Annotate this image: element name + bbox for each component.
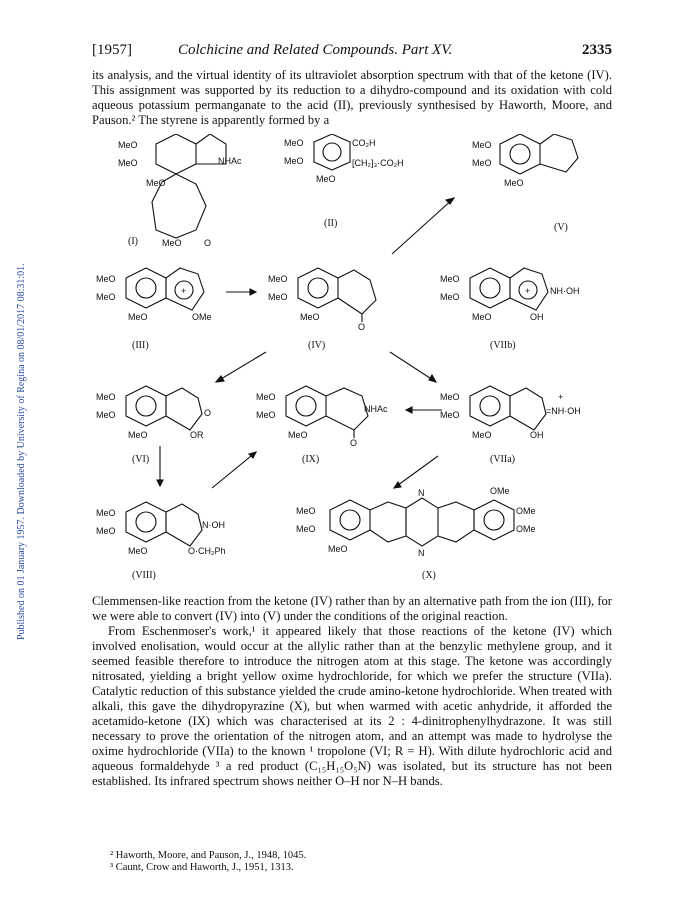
svg-text:(II): (II): [324, 218, 338, 229]
svg-text:MeO: MeO: [288, 430, 308, 440]
svg-text:MeO: MeO: [296, 506, 316, 516]
svg-text:MeO: MeO: [316, 174, 336, 184]
svg-text:+: +: [525, 286, 531, 296]
cycloheptene: [540, 134, 578, 172]
svg-text:(IV): (IV): [308, 340, 326, 351]
compound-IV: [268, 268, 376, 351]
svg-text:(VI): (VI): [132, 454, 150, 465]
svg-text:MeO: MeO: [256, 392, 276, 402]
svg-text:MeO: MeO: [128, 546, 148, 556]
seven-ring-right: [438, 502, 474, 542]
svg-text:CO₂H: CO₂H: [352, 138, 376, 148]
compound-V: [472, 134, 578, 233]
svg-text:MeO: MeO: [472, 158, 492, 168]
svg-text:(IX): (IX): [302, 454, 320, 465]
svg-text:OR: OR: [190, 430, 204, 440]
paragraphs-2-3: Clemmensen-like reaction from the ketone (IV) rather than by an alternative path from the ion (III), for we were able to convert (IV) into (V) under the conditions of the original reaction. From Eschenmoser's work,¹ it appeared likely that those reactions of the ketone (IV) which involved enolisation, would occur at the allylic rather than at the benzylic methylene group, and it seemed feasible therefore to introduce the nitrogen atom at this stage. The ketone was accordingly nitrosated, yielding a bright yellow oxime hydrochloride, for which we prefer the structure (VIIa). Catalytic reduction of this substance yielded the crude amino-ketone hydrochloride. When treated with alkali, this gave the dihydropyrazine (X), but when warmed with acetic anhydride, it afforded the acetamido-ketone (IX) which was characterised at its 2 : 4-dinitrophenylhydrazone. It was still necessary to prove the orientation of the nitrogen atom, and an attempt was made to hydrolyse the oxime hydrochloride (VIIa) to the known ¹ tropolone (VI; R = H). With dilute hydrochloric acid and aqueous formaldehyde ³ a red product (C₁₅H₁₅O₅N) was isolated, but its structure has not been established. Its infrared spectrum shows neither O–H nor N–H bands.: [92, 594, 612, 788]
benzene-ring: [298, 268, 338, 308]
tropone-oxime-ring: [510, 388, 546, 430]
benzene-ring: [156, 134, 196, 174]
svg-text:+: +: [558, 392, 564, 402]
arrow: [394, 456, 438, 488]
svg-text:MeO: MeO: [440, 392, 460, 402]
benzene-ring: [126, 502, 166, 542]
svg-text:MeO: MeO: [472, 430, 492, 440]
svg-text:OMe: OMe: [516, 524, 536, 534]
benzene-ring: [470, 268, 510, 308]
download-watermark: Published on 01 January 1957. Downloaded by University of Regina on 08/01/2017 08:31:01.: [16, 263, 27, 640]
svg-text:(III): (III): [132, 340, 149, 351]
arrow: [390, 352, 436, 382]
header-year: [1957]: [92, 42, 132, 58]
svg-text:(VIIb): (VIIb): [490, 340, 516, 351]
svg-text:MeO: MeO: [96, 392, 116, 402]
svg-text:MeO: MeO: [118, 158, 138, 168]
benzene-ring: [314, 134, 350, 170]
svg-text:MeO: MeO: [472, 312, 492, 322]
svg-text:=NH·OH: =NH·OH: [546, 406, 581, 416]
svg-text:OH: OH: [530, 430, 544, 440]
svg-text:MeO: MeO: [440, 274, 460, 284]
tropolone-ring: [166, 388, 202, 430]
svg-text:MeO: MeO: [284, 156, 304, 166]
svg-text:(X): (X): [422, 570, 436, 581]
benzene-ring: [126, 268, 166, 308]
compound-II: [284, 134, 404, 229]
svg-text:(I): (I): [128, 236, 138, 247]
svg-text:MeO: MeO: [328, 544, 348, 554]
svg-text:NHAc: NHAc: [218, 156, 242, 166]
svg-text:MeO: MeO: [300, 312, 320, 322]
benzene-ring: [126, 386, 166, 426]
svg-text:MeO: MeO: [96, 526, 116, 536]
svg-text:MeO: MeO: [268, 292, 288, 302]
footnote-2: ² Haworth, Moore, and Pauson, J., 1948, 1045.: [110, 850, 307, 861]
reaction-scheme-figure: [92, 134, 612, 586]
svg-text:(V): (V): [554, 222, 568, 233]
page-number: 2335: [582, 42, 612, 58]
svg-text:MeO: MeO: [118, 140, 138, 150]
benzene-ring: [500, 134, 540, 174]
compound-VIIb: [440, 268, 580, 351]
benzene-ring-right: [474, 500, 514, 540]
benzene-ring-left: [330, 500, 370, 540]
seven-ring-left: [370, 502, 406, 542]
svg-text:MeO: MeO: [440, 410, 460, 420]
svg-text:N·OH: N·OH: [202, 520, 225, 530]
svg-text:MeO: MeO: [268, 274, 288, 284]
arrow: [212, 452, 256, 488]
svg-text:OMe: OMe: [490, 486, 510, 496]
compound-VIII: [96, 502, 226, 581]
svg-text:MeO: MeO: [504, 178, 524, 188]
svg-text:MeO: MeO: [96, 274, 116, 284]
svg-text:MeO: MeO: [284, 138, 304, 148]
svg-text:MeO: MeO: [146, 178, 166, 188]
svg-text:MeO: MeO: [296, 524, 316, 534]
paragraph-1: its analysis, and the virtual identity of its ultraviolet absorption spectrum with that of the ketone (IV). This assignment was supported by its reduction to a dihydro-compound and its oxidation with cold aqueous potassium permanganate to the acid (II), previously synthesised by Haworth, Moore, and Pauson.² The styrene is apparently formed by a: [92, 68, 612, 127]
tropone-oxime-ring: [166, 504, 202, 546]
arrow: [392, 198, 454, 254]
running-header: [92, 42, 612, 62]
svg-text:[CH₂]₃·CO₂H: [CH₂]₃·CO₂H: [352, 158, 404, 168]
svg-text:O: O: [358, 322, 366, 332]
svg-text:OMe: OMe: [192, 312, 212, 322]
svg-text:OH: OH: [530, 312, 544, 322]
svg-text:MeO: MeO: [128, 430, 148, 440]
svg-text:(VIII): (VIII): [132, 570, 156, 581]
svg-text:MeO: MeO: [96, 508, 116, 518]
svg-text:OMe: OMe: [516, 506, 536, 516]
compound-IX: [256, 386, 388, 465]
cycloheptanone: [326, 388, 368, 430]
svg-text:MeO: MeO: [256, 410, 276, 420]
svg-text:MeO: MeO: [96, 410, 116, 420]
header-title: Colchicine and Related Compounds. Part XV.: [178, 42, 453, 58]
arrow: [216, 352, 266, 382]
pyrazine-ring: [406, 498, 438, 546]
compound-X: [296, 486, 536, 581]
svg-text:N: N: [418, 548, 425, 558]
benzene-ring: [470, 386, 510, 426]
svg-text:NH·OH: NH·OH: [550, 286, 580, 296]
svg-text:N: N: [418, 488, 425, 498]
svg-text:O·CH₂Ph: O·CH₂Ph: [188, 546, 226, 556]
svg-text:O: O: [204, 238, 212, 248]
svg-text:NHAc: NHAc: [364, 404, 388, 414]
svg-text:O: O: [204, 408, 212, 418]
svg-text:MeO: MeO: [128, 312, 148, 322]
svg-text:MeO: MeO: [472, 140, 492, 150]
svg-text:+: +: [181, 286, 187, 296]
benzene-ring: [286, 386, 326, 426]
compound-VIIa: [440, 386, 581, 465]
svg-text:O: O: [350, 438, 358, 448]
svg-text:MeO: MeO: [440, 292, 460, 302]
compound-VI: [96, 386, 211, 465]
svg-text:MeO: MeO: [96, 292, 116, 302]
footnote-3: ³ Caunt, Crow and Haworth, J., 1951, 1313.: [110, 862, 294, 873]
compound-I: [118, 134, 242, 248]
svg-text:MeO: MeO: [162, 238, 182, 248]
cycloheptenone: [338, 270, 376, 314]
svg-text:(VIIa): (VIIa): [490, 454, 515, 465]
compound-III: [96, 268, 212, 351]
